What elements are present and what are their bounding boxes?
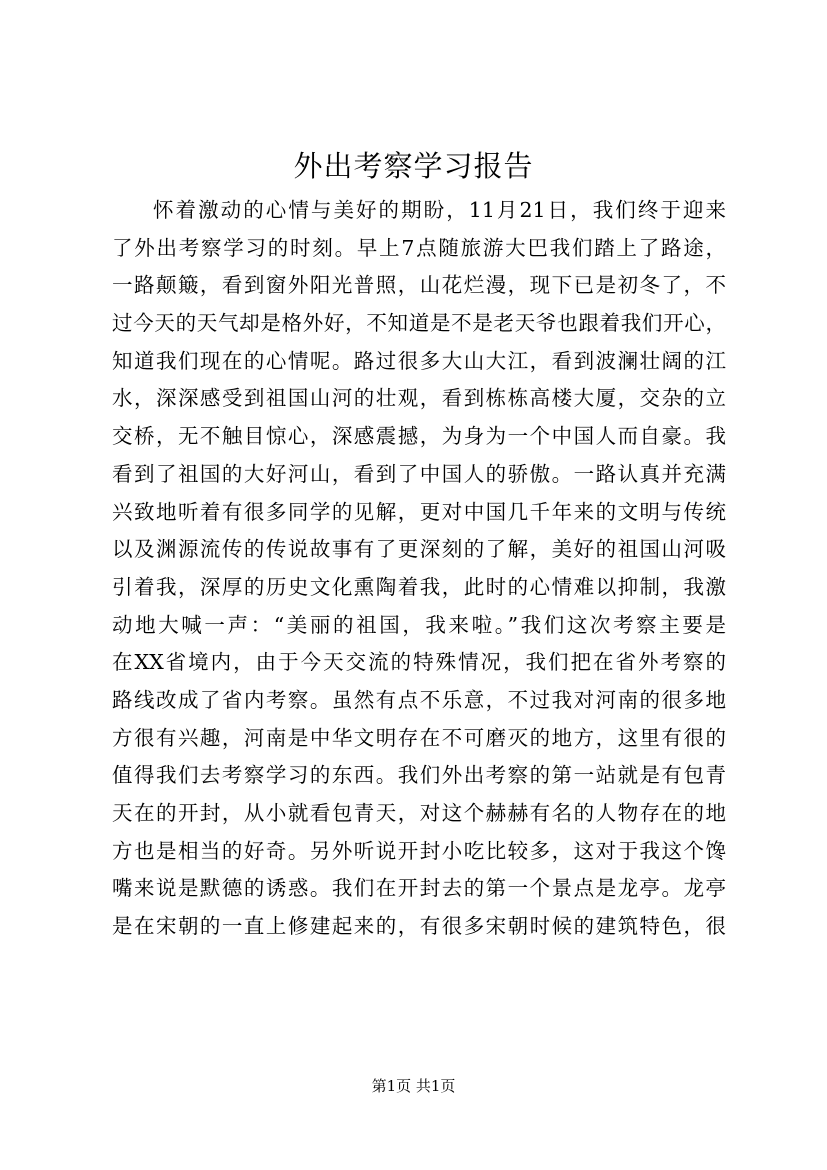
text-line: 知道我们现在的心情呢。路过很多大山大江，看到波澜壮阔的江 <box>112 348 726 373</box>
text-line: 看到了祖国的大好河山，看到了中国人的骄傲。一路认真并充满 <box>112 461 726 486</box>
text-line: 引着我，深厚的历史文化熏陶着我，此时的心情难以抑制，我激 <box>112 574 726 599</box>
text-line: 过今天的天气却是格外好，不知道是不是老天爷也跟着我们开心， <box>112 311 726 336</box>
text-line: 了外出考察学习的时刻。早上7点随旅游大巴我们踏上了路途， <box>112 235 726 260</box>
page-number-footer: 第1页 共1页 <box>371 1077 456 1095</box>
body-paragraph <box>112 192 726 946</box>
text-line: 怀着激动的心情与美好的期盼，11月21日，我们终于迎来 <box>153 198 726 222</box>
text-line: 嘴来说是默德的诱惑。我们在开封去的第一个景点是龙亭。龙亭 <box>112 876 726 901</box>
text-line: 动地大喊一声：“美丽的祖国，我来啦。”我们这次考察主要是 <box>112 612 726 637</box>
text-line: 以及渊源流传的传说故事有了更深刻的了解，美好的祖国山河吸 <box>112 537 726 562</box>
text-line: 在XX省境内，由于今天交流的特殊情况，我们把在省外考察的 <box>112 650 726 675</box>
text-line: 是在宋朝的一直上修建起来的，有很多宋朝时候的建筑特色，很 <box>112 914 726 939</box>
text-line: 兴致地听着有很多同学的见解，更对中国几千年来的文明与传统 <box>112 499 726 524</box>
text-line: 方也是相当的好奇。另外听说开封小吃比较多，这对于我这个馋 <box>112 838 726 863</box>
text-line: 路线改成了省内考察。虽然有点不乐意，不过我对河南的很多地 <box>112 687 726 712</box>
text-line: 一路颠簸，看到窗外阳光普照，山花烂漫，现下已是初冬了，不 <box>112 273 726 298</box>
text-line: 水，深深感受到祖国山河的壮观，看到栋栋高楼大厦，交杂的立 <box>112 386 726 411</box>
text-line: 值得我们去考察学习的东西。我们外出考察的第一站就是有包青 <box>112 763 726 788</box>
text-line: 交桥，无不触目惊心，深感震撼，为身为一个中国人而自豪。我 <box>112 424 726 449</box>
document-title: 外出考察学习报告 <box>293 149 534 183</box>
text-line: 方很有兴趣，河南是中华文明存在不可磨灭的地方，这里有很的 <box>112 725 726 750</box>
text-line: 天在的开封，从小就看包青天，对这个赫赫有名的人物存在的地 <box>112 801 726 825</box>
